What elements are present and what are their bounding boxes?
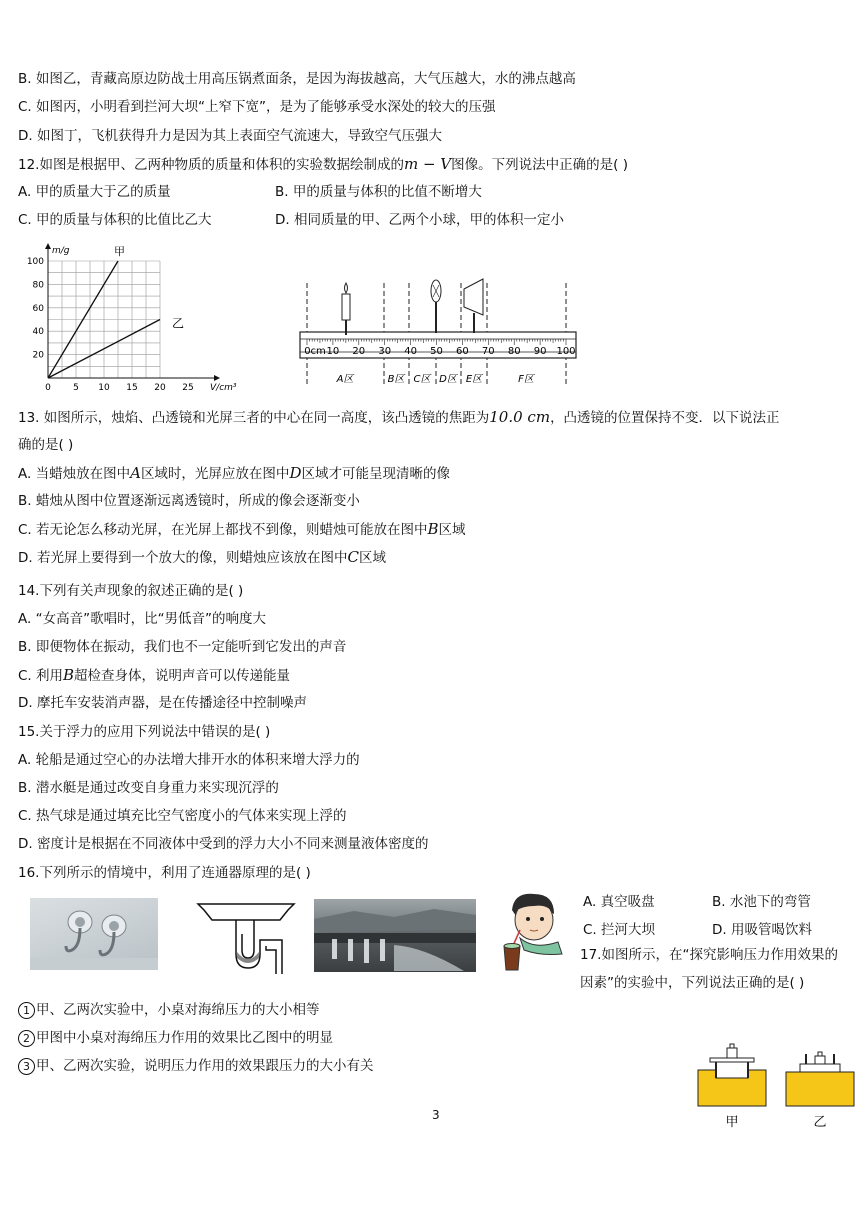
- x-tick-label: 20: [154, 383, 166, 393]
- ruler-label: 30: [378, 346, 392, 357]
- q12-option-a: A. 甲的质量大于乙的质量: [18, 184, 171, 200]
- ruler-label: 40: [404, 346, 417, 357]
- y-tick-label: 80: [32, 280, 44, 291]
- q12-math: m − V: [403, 155, 452, 173]
- ruler-label: 80: [507, 346, 521, 357]
- y-tick-label: 40: [32, 327, 44, 338]
- dam-photo: [314, 899, 476, 972]
- series-label-jia: 甲: [114, 245, 125, 258]
- ruler-label: 20: [352, 346, 366, 357]
- q17-stem-cont: 因素”的实验中，下列说法正确的是( ): [580, 975, 805, 991]
- candle-icon: [342, 283, 350, 335]
- y-tick-label: 20: [32, 350, 44, 361]
- q13-option-b: B. 蜡烛从图中位置逐渐远离透镜时，所成的像会逐渐变小: [18, 493, 360, 509]
- q11-option-c: C. 如图丙，小明看到拦河大坝“上窄下宽”，是为了能够承受水深处的较大的压强: [18, 99, 496, 115]
- q12-option-c: C. 甲的质量与体积的比值比乙大: [18, 212, 212, 228]
- zone-label: E区: [465, 374, 483, 385]
- q14-option-d: D. 摩托车安装消声器，是在传播途径中控制噪声: [18, 695, 307, 711]
- mass-volume-chart: [20, 235, 255, 395]
- zone-label: A区: [336, 374, 354, 385]
- x-tick-label: 25: [182, 383, 194, 393]
- label-yi: 乙: [813, 1115, 827, 1130]
- sponge-experiment-figure: [692, 1040, 862, 1132]
- q15-option-d: D. 密度计是根据在不同液体中受到的浮力大小不同来测量液体密度的: [18, 836, 429, 852]
- y-tick-label: 100: [26, 257, 44, 267]
- q16-option-b: B. 水池下的弯管: [712, 894, 811, 910]
- x-tick-label: 10: [98, 383, 110, 393]
- light-screen-icon: [464, 279, 483, 333]
- dam-icon: [314, 899, 476, 972]
- x-axis-label: V/cm³: [210, 383, 237, 393]
- ruler-label: 100: [556, 346, 576, 357]
- circled-number-1: 1: [18, 1002, 35, 1019]
- q14-option-a: A. “女高音”歌唱时，比“男低音”的响度大: [18, 611, 267, 627]
- sink-trap-icon: [196, 898, 296, 974]
- y-axis-arrow: [45, 243, 51, 249]
- ruler-label: 60: [456, 346, 469, 357]
- q12-option-b: B. 甲的质量与体积的比值不断增大: [275, 184, 482, 200]
- sponge-yi: [786, 1052, 854, 1106]
- circled-number-2: 2: [18, 1030, 35, 1047]
- y-tick-label: 60: [32, 303, 44, 314]
- q16-stem: 16.下列所示的情境中，利用了连通器原理的是( ): [18, 865, 311, 881]
- ruler-label: 70: [481, 346, 495, 357]
- optical-bench-figure: [296, 275, 581, 390]
- q13-option-c: C. 若无论怎么移动光屏，在光屏上都找不到像，则蜡烛可能放在图中B区域: [18, 520, 466, 538]
- zone-label: F区: [518, 374, 534, 385]
- q14-option-b: B. 即便物体在振动，我们也不一定能听到它发出的声音: [18, 639, 347, 655]
- ruler-label: 0cm: [304, 346, 326, 357]
- x-tick-label: 15: [126, 383, 138, 393]
- q11-option-d: D. 如图丁，飞机获得升力是因为其上表面空气流速大，导致空气压强大: [18, 128, 442, 144]
- zone-label: D区: [439, 374, 457, 385]
- q15-stem: 15.关于浮力的应用下列说法中错误的是( ): [18, 724, 271, 740]
- x-tick-label: 0: [45, 383, 51, 393]
- q15-option-a: A. 轮船是通过空心的办法增大排开水的体积来增大浮力的: [18, 752, 360, 768]
- suction-cup-image: [30, 898, 158, 970]
- q13-focal-length: 10.0 cm: [489, 408, 551, 426]
- zone-label: C区: [413, 374, 431, 385]
- boy-drinking-icon: [500, 890, 572, 974]
- q16-option-a: A. 真空吸盘: [583, 894, 655, 910]
- q13-stem-cont: 确的是( ): [18, 437, 74, 453]
- q11-option-b: B. 如图乙，青藏高原边防战士用高压锅煮面条，是因为海拔越高，大气压越大，水的沸点越高: [18, 71, 576, 87]
- page-number: 3: [432, 1108, 440, 1122]
- q15-option-b: B. 潜水艇是通过改变自身重力来实现沉浮的: [18, 780, 279, 796]
- q12-option-d: D. 相同质量的甲、乙两个小球，甲的体积一定小: [275, 212, 564, 228]
- sponge-jia: [698, 1044, 766, 1106]
- suction-cup-icon: [30, 898, 158, 970]
- ruler-label: 10: [326, 346, 340, 357]
- ruler-label: 90: [533, 346, 547, 357]
- q17-statement-2: 2 甲图中小桌对海绵压力作用的效果比乙图中的明显: [18, 1028, 333, 1048]
- zone-label: B区: [387, 374, 405, 385]
- q13-stem: 13. 如图所示，烛焰、凸透镜和光屏三者的中心在同一高度，该凸透镜的焦距为10.0 cm，凸透镜的位置保持不变．以下说法正: [18, 408, 780, 426]
- label-jia: 甲: [725, 1115, 739, 1130]
- q13-option-a: A. 当蜡烛放在图中A区域时，光屏应放在图中D区域才可能呈现清晰的像: [18, 464, 450, 482]
- q16-option-d: D. 用吸管喝饮料: [712, 922, 812, 938]
- q13-option-d: D. 若光屏上要得到一个放大的像，则蜡烛应该放在图中C区域: [18, 548, 386, 566]
- x-tick-label: 5: [73, 383, 79, 393]
- q17-statement-1: 1 甲、乙两次实验中，小桌对海绵压力的大小相等: [18, 1000, 320, 1020]
- q17-statement-3: 3 甲、乙两次实验，说明压力作用的效果跟压力的大小有关: [18, 1056, 374, 1076]
- q14-option-c: C. 利用B超检查身体，说明声音可以传递能量: [18, 666, 291, 684]
- circled-number-3: 3: [18, 1058, 35, 1075]
- q16-option-c: C. 拦河大坝: [583, 922, 656, 938]
- ruler-label: 50: [430, 346, 443, 357]
- q14-stem: 14.下列有关声现象的叙述正确的是( ): [18, 583, 244, 599]
- series-label-yi: 乙: [172, 316, 185, 331]
- y-axis-label: m/g: [52, 246, 70, 256]
- q15-option-c: C. 热气球是通过填充比空气密度小的气体来实现上浮的: [18, 808, 347, 824]
- convex-lens-icon: [431, 280, 441, 333]
- q12-stem: 12.如图是根据甲、乙两种物质的质量和体积的实验数据绘制成的m − V图像。下列说法中正确的是( ): [18, 155, 628, 173]
- q17-stem: 17.如图所示，在“探究影响压力作用效果的: [580, 947, 838, 963]
- x-axis-arrow: [214, 375, 220, 381]
